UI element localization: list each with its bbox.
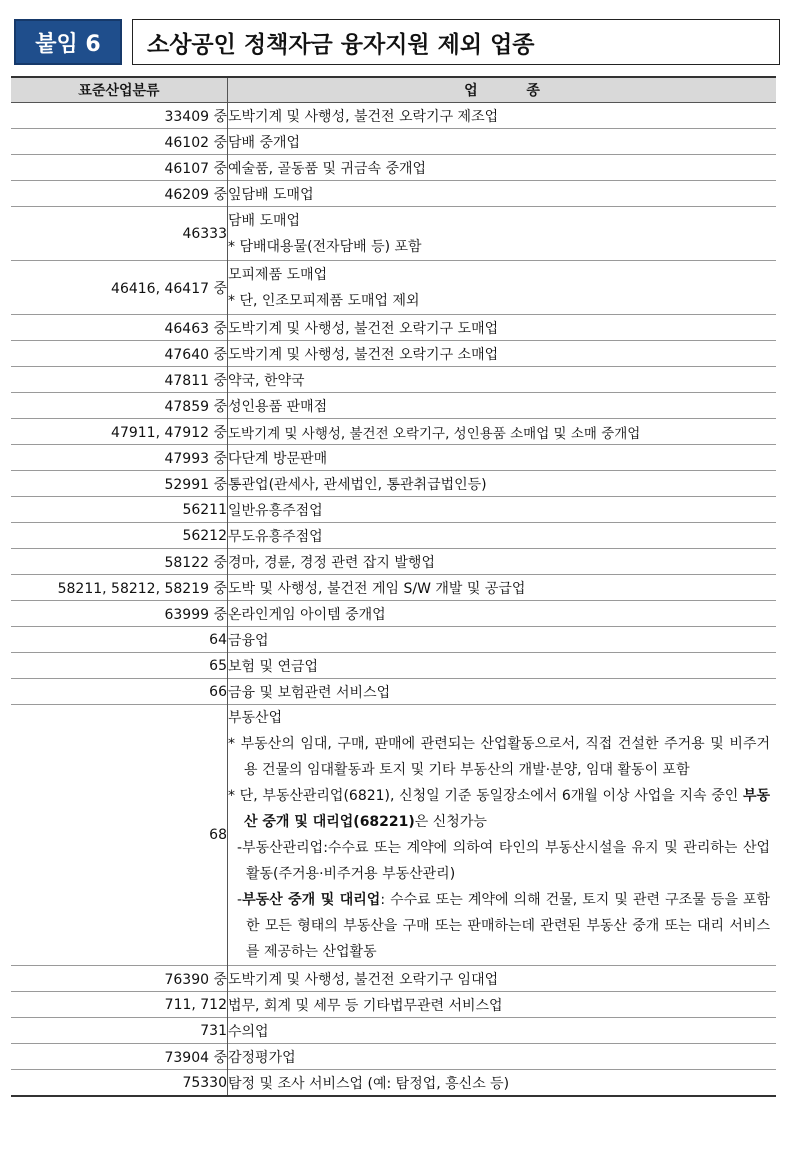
industry-code: 73904 중: [11, 1044, 228, 1070]
industry-code: 58211, 58212, 58219 중: [11, 575, 228, 601]
note-text: * 단, 부동산관리업(6821), 신청일 기준 동일장소에서 6개월 이상 사업을 지속 중인: [228, 788, 743, 804]
industry-name: 무도유흥주점업: [228, 528, 323, 545]
industry-code: 711, 712: [11, 992, 228, 1018]
industry-name: 법무, 회계 및 세무 등 기타법무관련 서비스업: [228, 997, 503, 1014]
table-row: [11, 966, 776, 992]
industry-code: 64: [11, 627, 228, 653]
industry-name: 담배 도매업: [228, 212, 301, 229]
table-row: [11, 261, 776, 315]
industry-code: 47993 중: [11, 445, 228, 471]
industry-name: 부동산업: [228, 710, 283, 726]
industry-name: 다단계 방문판매: [228, 450, 328, 467]
industry-name: 모피제품 도매업: [228, 266, 328, 283]
note-emphasis: 부동산 중개 및 대리업(68221): [244, 788, 770, 830]
industry-name: 경마, 경륜, 경정 관련 잡지 발행업: [228, 554, 435, 571]
industry-code: 47911, 47912 중: [11, 419, 228, 445]
industry-name: 도박기계 및 사행성, 불건전 오락기구 도매업: [228, 320, 499, 337]
note-text: 은 신청가능: [414, 814, 487, 830]
definition-property-management: -부동산관리업:수수료 또는 계약에 의하여 타인의 부동산시설을 유지 및 관리하는 산업활동(주거용·비주거용 부동산관리): [237, 840, 770, 882]
industry-note: * 단, 인조모피제품 도매업 제외: [228, 292, 420, 309]
industry-name: 금융 및 보험관련 서비스업: [228, 684, 391, 701]
industry-name: 잎담배 도매업: [228, 186, 314, 203]
industry-code: 33409 중: [11, 103, 228, 129]
industry-code: 46209 중: [11, 181, 228, 207]
industry-cell: [228, 207, 777, 261]
industry-name: 도박기계 및 사행성, 불건전 오락기구 소매업: [228, 346, 499, 363]
excluded-industries-table: [11, 76, 776, 1097]
industry-name: 도박기계 및 사행성, 불건전 오락기구 임대업: [228, 971, 499, 988]
table-row: [11, 627, 776, 653]
table-row: [11, 393, 776, 419]
industry-code: 47811 중: [11, 367, 228, 393]
industry-code: 63999 중: [11, 601, 228, 627]
real-estate-note-exception: [228, 783, 770, 835]
industry-name: 금융업: [228, 632, 269, 649]
page-title: 소상공인 정책자금 융자지원 제외 업종: [132, 19, 780, 65]
table-row: [11, 575, 776, 601]
industry-name: 도박기계 및 사행성, 불건전 오락기구, 성인용품 소매업 및 소매 중개업: [228, 425, 641, 442]
industry-code: 47640 중: [11, 341, 228, 367]
industry-code: 56212: [11, 523, 228, 549]
industry-name: 도박 및 사행성, 불건전 게임 S/W 개발 및 공급업: [228, 580, 526, 597]
table-row: [11, 341, 776, 367]
industry-cell: [228, 261, 777, 315]
table-row: [11, 653, 776, 679]
industry-code: 731: [11, 1018, 228, 1044]
table-row: [11, 549, 776, 575]
industry-code: 66: [11, 679, 228, 705]
table-row: [11, 471, 776, 497]
industry-name: 도박기계 및 사행성, 불건전 오락기구 제조업: [228, 108, 499, 125]
table-row: [11, 523, 776, 549]
industry-name: 보험 및 연금업: [228, 658, 319, 675]
table-row: [11, 367, 776, 393]
table-row: [11, 1018, 776, 1044]
industry-code: 46333: [11, 207, 228, 261]
column-header-code: 표준산업분류: [11, 77, 228, 103]
industry-name: 온라인게임 아이템 중개업: [228, 606, 386, 623]
industry-code: 76390 중: [11, 966, 228, 992]
industry-code: 46107 중: [11, 155, 228, 181]
table-row-real-estate: [11, 705, 776, 966]
table-row: [11, 445, 776, 471]
industry-code: 65: [11, 653, 228, 679]
industry-name: 성인용품 판매점: [228, 398, 328, 415]
industry-note: * 담배대용물(전자담배 등) 포함: [228, 238, 422, 255]
industry-code: 46102 중: [11, 129, 228, 155]
industry-name: 통관업(관세사, 관세법인, 통관취급법인등): [228, 476, 487, 493]
table-row: [11, 207, 776, 261]
industry-name: 수의업: [228, 1023, 269, 1040]
industry-code: 68: [11, 705, 228, 966]
definition-dash: -: [237, 892, 243, 908]
table-row: [11, 103, 776, 129]
table-row: [11, 1044, 776, 1070]
table-row: [11, 601, 776, 627]
industry-name: 감정평가업: [228, 1049, 296, 1066]
table-row: [11, 497, 776, 523]
table-row: [11, 181, 776, 207]
table-row: [11, 315, 776, 341]
industry-name: 일반유흥주점업: [228, 502, 323, 519]
table-row: [11, 992, 776, 1018]
table-header-row: [11, 77, 776, 103]
industry-code: 52991 중: [11, 471, 228, 497]
column-header-industry: 업 종: [228, 77, 777, 103]
table-row: [11, 129, 776, 155]
industry-code: 46463 중: [11, 315, 228, 341]
table-row: [11, 155, 776, 181]
industry-name: 예술품, 골동품 및 귀금속 중개업: [228, 160, 427, 177]
industry-code: 47859 중: [11, 393, 228, 419]
definition-text: : 수수료 또는 계약에 의해 건물, 토지 및 관련 구조물 등을 포함한 모든 형태의 부동산을 구매 또는 판매하는데 관련된 부동산 중개 또는 대리 서비스를 제공하는 산업활동: [246, 892, 770, 960]
real-estate-cell: [228, 705, 777, 966]
industry-code: 75330: [11, 1070, 228, 1097]
table-row: [11, 419, 776, 445]
definition-brokerage: [228, 887, 770, 965]
real-estate-note-scope: * 부동산의 임대, 구매, 판매에 관련되는 산업활동으로서, 직접 건설한 주거용 및 비주거용 건물의 임대활동과 토지 및 기타 부동산의 개발·분양, 임대 활동이 포함: [228, 736, 770, 778]
definition-term: 부동산 중개 및 대리업: [242, 892, 381, 908]
title-bar: [14, 19, 780, 65]
industry-code: 58122 중: [11, 549, 228, 575]
table-row: [11, 1070, 776, 1097]
attachment-badge: 붙임 6: [14, 19, 122, 65]
industry-name: 약국, 한약국: [228, 372, 305, 389]
table-row: [11, 679, 776, 705]
industry-name: 탐정 및 조사 서비스업 (예: 탐정업, 흥신소 등): [228, 1075, 510, 1092]
industry-code: 56211: [11, 497, 228, 523]
industry-name: 담배 중개업: [228, 134, 301, 151]
industry-code: 46416, 46417 중: [11, 261, 228, 315]
